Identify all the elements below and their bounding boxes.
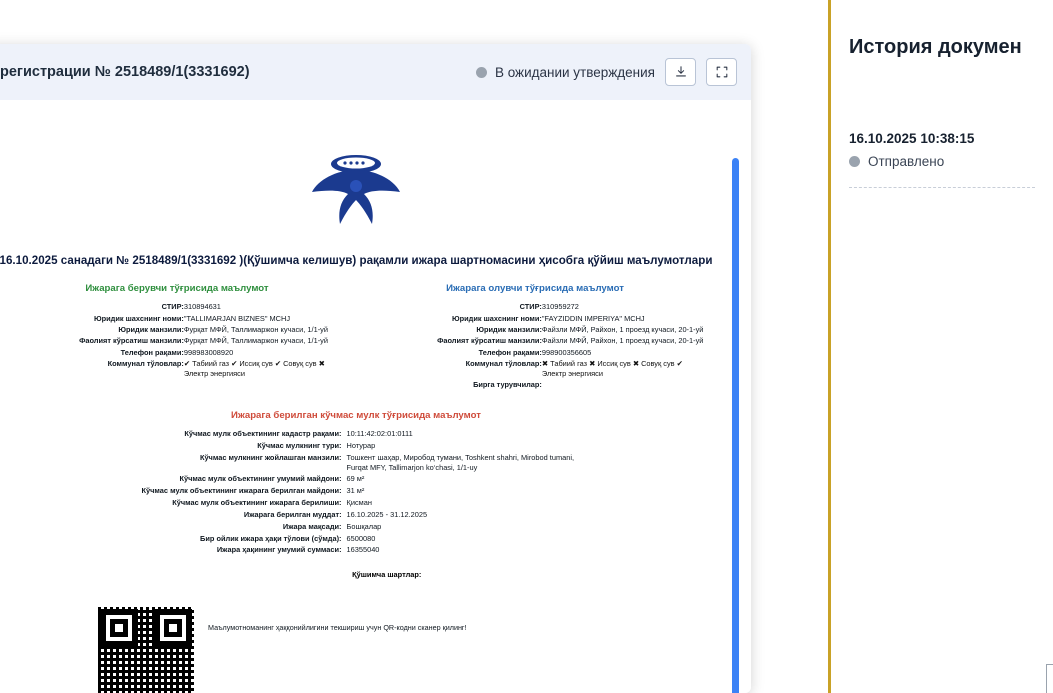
property-table: [120, 428, 593, 556]
scrollbar-thumb[interactable]: [732, 158, 739, 693]
table-row: [120, 521, 593, 533]
document-heading: 16.10.2025 санадаги № 2518489/1(3331692 )(Қўшимча келишув) рақамли ижара шартномасини ҳисобга қўйиш маълумотлари: [0, 254, 713, 267]
qr-code-icon: [98, 607, 194, 693]
history-entry-date: 16.10.2025 10:38:15: [849, 131, 975, 146]
table-row: [362, 347, 708, 358]
table-row: [4, 312, 350, 323]
table-row: [362, 324, 708, 335]
table-row: [120, 485, 593, 497]
table-row: [120, 509, 593, 521]
field-label: Юридик шахснинг номи:: [451, 313, 542, 323]
field-label: Фаолият кўрсатиш манзили:: [79, 336, 184, 346]
field-label: Бирга турувчилар:: [473, 379, 542, 389]
table-row: [120, 428, 593, 440]
state-emblem-icon: [310, 146, 402, 234]
field-label: Ижара ҳақининг умумий суммаси:: [216, 545, 342, 555]
table-row: [362, 379, 708, 390]
qr-section: [0, 607, 726, 693]
field-value: Файзли МФЙ, Райхон, 1 проезд кучаси, 20-1-уй: [541, 324, 704, 334]
table-row: [4, 347, 350, 358]
field-value: 6500080: [346, 533, 376, 543]
modal-header-actions: [476, 58, 751, 86]
table-row: [362, 358, 708, 379]
field-value: Нотурар: [346, 441, 376, 451]
field-value: 310959272: [541, 302, 579, 312]
field-label: Кўчмас мулкнинг жойлашган манзили:: [199, 453, 342, 463]
field-label: Кўчмас мулк объектининг кадастр рақами:: [184, 429, 342, 439]
field-label: Кўчмас мулк объектининг умумий майдони:: [179, 474, 342, 484]
modal-title: регистрации № 2518489/1(3331692): [0, 64, 250, 80]
table-row: [120, 497, 593, 509]
field-value: 10:11:42:02:01:0111: [346, 429, 413, 439]
table-row: [4, 335, 350, 346]
history-entry: [849, 131, 1035, 188]
property-section: [0, 410, 726, 579]
lessee-table: [362, 301, 708, 390]
field-label: Телефон рақами:: [478, 347, 542, 357]
field-value: Фурқат МФЙ, Таллимаржон кучаси, 1/1-уй: [183, 324, 328, 334]
emblem-wrap: [0, 146, 726, 234]
table-row: [4, 301, 350, 312]
field-value: Файзли МФЙ, Райхон, 1 проезд кучаси, 20-1-уй: [541, 336, 704, 346]
lessee-column: [356, 283, 714, 390]
fullscreen-button[interactable]: [706, 58, 737, 86]
field-label: Телефон рақами:: [120, 347, 184, 357]
field-value: 16.10.2025 - 31.12.2025: [346, 509, 428, 519]
field-label: Фаолият кўрсатиш манзили:: [437, 336, 542, 346]
field-value: 310894631: [183, 302, 221, 312]
field-value: 31 м²: [346, 486, 365, 496]
table-row: [362, 335, 708, 346]
field-label: Кўчмас мулк объектининг ижарага берилган майдони:: [141, 486, 342, 496]
field-label: Ижарага берилган муддат:: [243, 509, 342, 519]
field-value: 998900356605: [541, 347, 592, 357]
download-button[interactable]: [665, 58, 696, 86]
field-value: 69 м²: [346, 474, 365, 484]
field-label: Кўчмас мулкнинг тури:: [257, 441, 342, 451]
field-label: Коммунал тўловлар:: [465, 359, 542, 369]
table-row: [120, 452, 593, 473]
fullscreen-icon: [715, 65, 729, 79]
lessor-column: [0, 283, 356, 390]
table-row: [120, 532, 593, 544]
field-label: Юридик манзили:: [476, 324, 542, 334]
field-label: Ижара мақсади:: [282, 521, 342, 531]
field-label: СТИР:: [161, 302, 184, 312]
document-history-panel: [828, 0, 1053, 693]
field-value: "FAYZIDDIN IMPERIYA" MCHJ: [541, 313, 645, 323]
field-value: 16355040: [346, 545, 380, 555]
history-divider: [849, 187, 1035, 188]
panel-edge-handle[interactable]: [1046, 664, 1053, 693]
field-label: Коммунал тўловлар:: [107, 359, 184, 369]
field-label: Бир ойлик ижара ҳақи тўлови (сўмда):: [200, 533, 342, 543]
table-row: [4, 324, 350, 335]
modal-header: [0, 44, 751, 101]
field-label: Кўчмас мулк объектининг ижарага берилиши:: [172, 498, 342, 508]
field-value: 998983008920: [183, 347, 234, 357]
field-value: Қисман: [346, 498, 372, 508]
download-icon: [674, 65, 688, 79]
lessor-table: [4, 301, 350, 379]
table-row: [362, 301, 708, 312]
table-row: [120, 473, 593, 485]
field-value: ✔ Табиий газ ✔ Иссиқ сув ✔ Совуқ сув ✖ Электр энергияси: [183, 359, 325, 378]
history-status-label: Отправлено: [868, 154, 945, 169]
document-scroll-area[interactable]: [0, 100, 751, 693]
history-entry-status: [849, 154, 1035, 169]
field-label: Юридик манзили:: [118, 324, 184, 334]
status-label: В ожидании утверждения: [494, 64, 655, 80]
table-row: [4, 358, 350, 379]
status-dot-icon: [476, 67, 487, 78]
parties-section: [0, 283, 726, 390]
field-value: [542, 379, 708, 390]
table-row: [120, 544, 593, 556]
field-value: "TALLIMARJAN BIZNES" MCHJ: [183, 313, 291, 323]
field-label: Юридик шахснинг номи:: [93, 313, 184, 323]
property-title: Ижарага берилган кўчмас мулк тўғрисида маълумот: [231, 410, 481, 422]
document-preview-modal: [0, 44, 751, 693]
field-value: Тошкент шаҳар, Миробод тумани, Toshkent shahri, Mirobod tumani, Furqat MFY, Tallimarjon ko‘chasi, 1/1-uy: [346, 453, 575, 472]
history-title: История докумен: [849, 36, 1022, 58]
extra-conditions-label: Қўшимча шартлар:: [352, 570, 422, 580]
table-row: [120, 440, 593, 452]
field-value: ✖ Табиий газ ✖ Иссиқ сув ✖ Совуқ сув ✔ Электр энергияси: [541, 359, 683, 378]
field-label: СТИР:: [519, 302, 542, 312]
lessor-title: Ижарага берувчи тўғрисида маълумот: [85, 283, 269, 294]
document-sheet: [0, 100, 726, 693]
property-inner: [120, 410, 593, 579]
lessee-title: Ижарага олувчи тўғрисида маълумот: [446, 283, 624, 294]
table-row: [362, 312, 708, 323]
qr-note: Маълумотноманинг ҳаққонийлигини текшириш учун QR-кодни сканер қилинг!: [208, 623, 467, 633]
status-badge: [476, 65, 655, 80]
field-value: Фурқат МФЙ, Таллимаржон кучаси, 1/1-уй: [183, 336, 328, 346]
field-value: Бошқалар: [346, 521, 382, 531]
history-status-dot-icon: [849, 156, 860, 167]
